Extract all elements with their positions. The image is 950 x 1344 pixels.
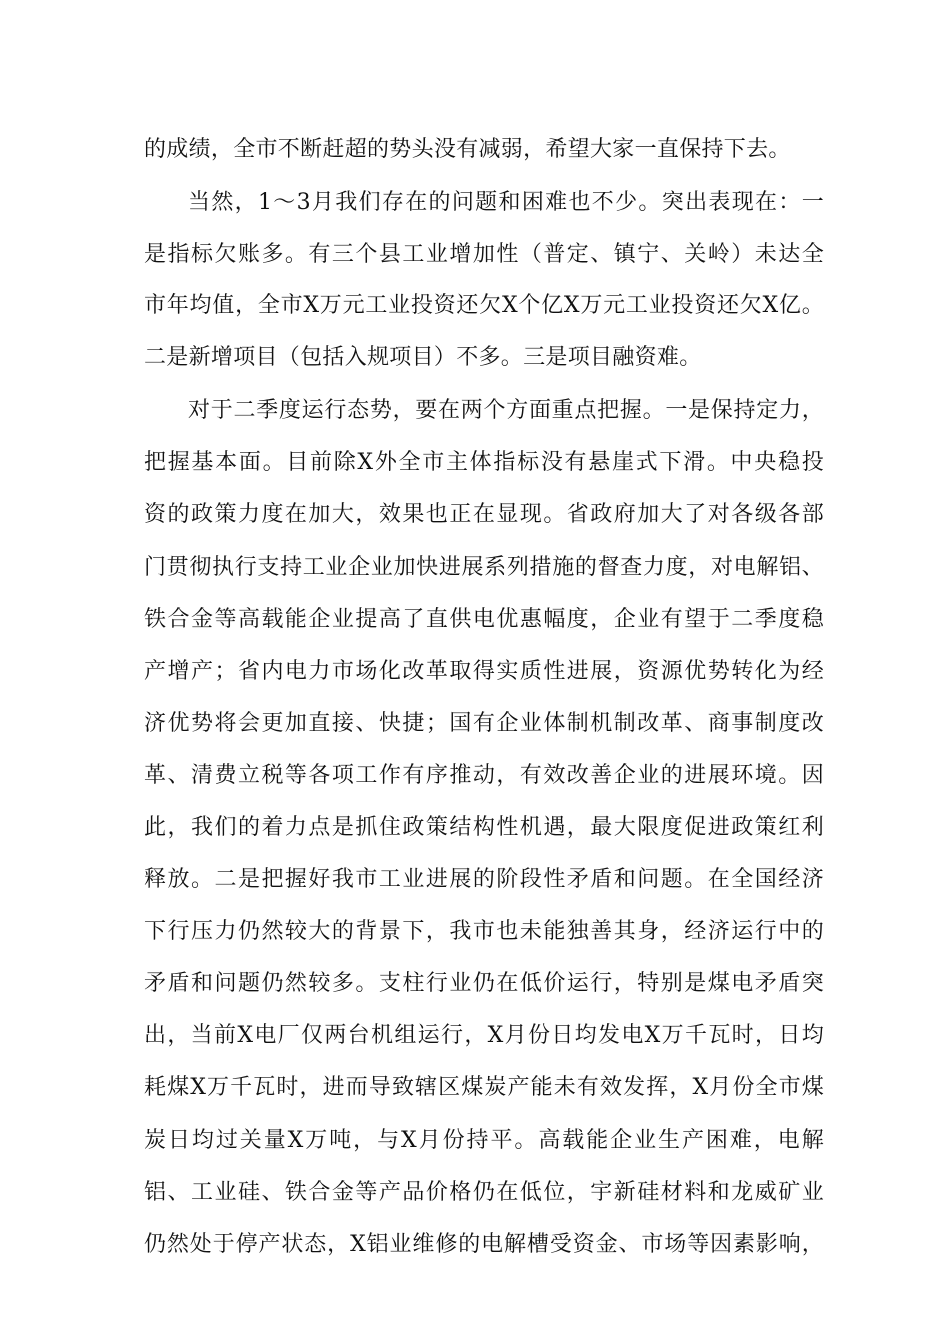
text-line: 释放。二是把握好我市工业进展的阶段性矛盾和问题。在全国经济 [144,867,824,892]
text-line: 二是新增项目（包括入规项目）不多。三是项目融资难。 [144,345,702,370]
text-line: 济优势将会更加直接、快捷；国有企业体制机制改革、商事制度改 [144,711,824,736]
text-line: 产增产；省内电力市场化改革取得实质性进展，资源优势转化为经 [144,659,824,684]
text-line: 矛盾和问题仍然较多。支柱行业仍在低价运行，特别是煤电矛盾突 [144,971,824,996]
text-line: 的成绩，全市不断赶超的势头没有减弱，希望大家一直保持下去。 [144,137,791,162]
text-line: 当然，1～3月我们存在的问题和困难也不少。突出表现在：一 [188,190,824,215]
text-line: 炭日均过关量X万吨，与X月份持平。高载能企业生产困难，电解 [144,1128,824,1153]
text-line: 下行压力仍然较大的背景下，我市也未能独善其身，经济运行中的 [144,919,824,944]
text-line: 出，当前X电厂仅两台机组运行，X月份日均发电X万千瓦时，日均 [144,1023,824,1048]
text-line: 仍然处于停产状态，X铝业维修的电解槽受资金、市场等因素影响， [144,1232,824,1257]
text-line: 铝、工业硅、铁合金等产品价格仍在低位，宇新硅材料和龙威矿业 [144,1180,824,1205]
text-line: 是指标欠账多。有三个县工业增加性（普定、镇宁、关岭）未达全 [144,242,824,267]
text-line: 对于二季度运行态势，要在两个方面重点把握。一是保持定力， [188,398,824,423]
text-line: 革、清费立税等各项工作有序推动，有效改善企业的进展环境。因 [144,763,824,788]
text-line: 资的政策力度在加大，效果也正在显现。省政府加大了对各级各部 [144,502,824,527]
text-line: 把握基本面。目前除X外全市主体指标没有悬崖式下滑。中央稳投 [144,450,824,475]
text-line: 门贯彻执行支持工业企业加快进展系列措施的督查力度，对电解铝、 [144,555,824,580]
text-line: 此，我们的着力点是抓住政策结构性机遇，最大限度促进政策红利 [144,815,824,840]
text-line: 耗煤X万千瓦时，进而导致辖区煤炭产能未有效发挥，X月份全市煤 [144,1075,824,1100]
text-line: 市年均值，全市X万元工业投资还欠X个亿X万元工业投资还欠X亿。 [144,293,824,318]
text-line: 铁合金等高载能企业提高了直供电优惠幅度，企业有望于二季度稳 [144,607,824,632]
